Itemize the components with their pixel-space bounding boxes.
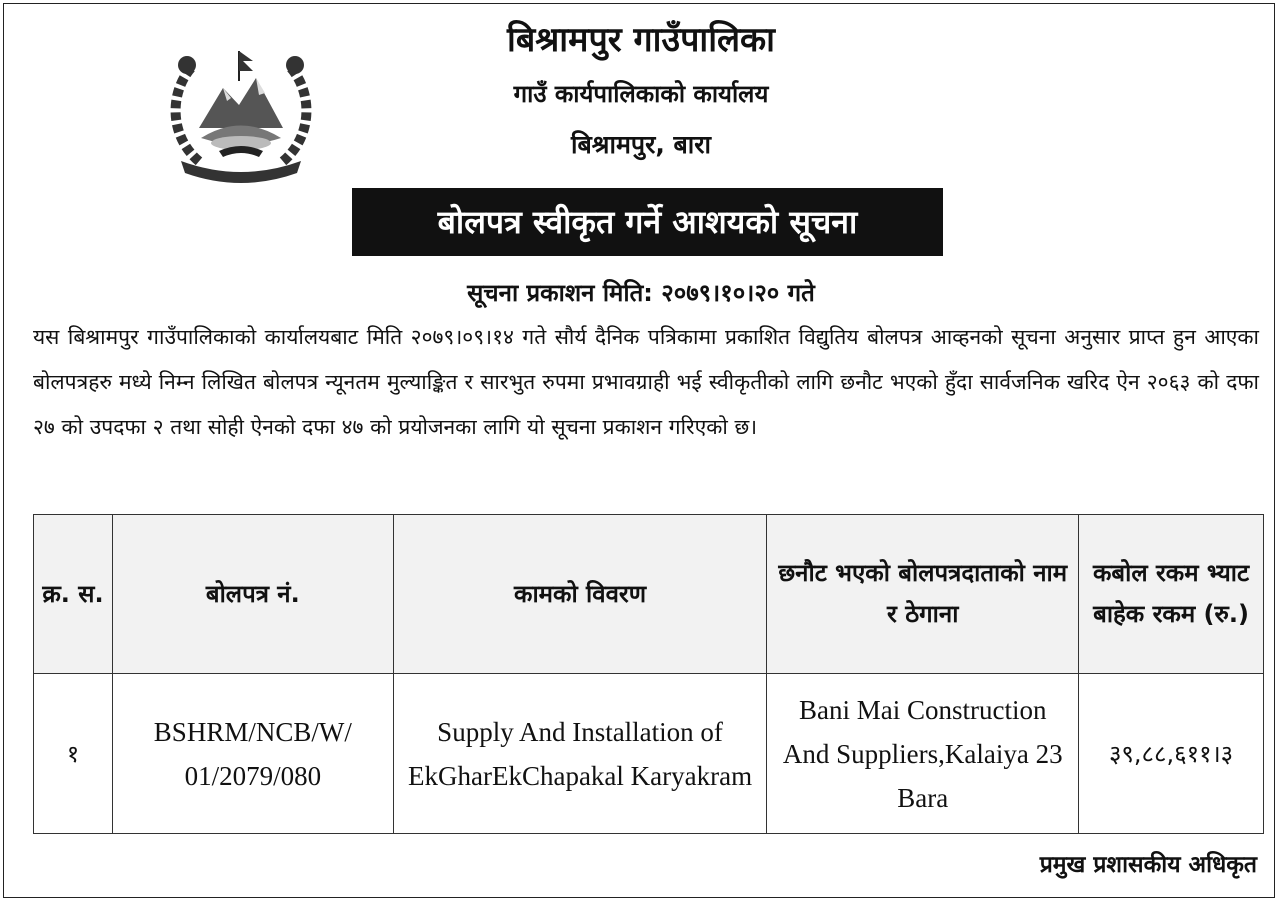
cell-serial: १: [34, 674, 113, 834]
signatory: प्रमुख प्रशासकीय अधिकृत: [1039, 852, 1257, 878]
notice-frame: [3, 3, 1275, 898]
cell-bid-no: BSHRM/NCB/W/ 01/2079/080: [112, 674, 393, 834]
cell-description: Supply And Installation of EkGharEkChapakal Karyakram: [393, 674, 767, 834]
header-description: कामको विवरण: [393, 515, 767, 674]
publication-date: सूचना प्रकाशन मिति: २०७९।१०।२० गते: [467, 279, 815, 307]
table-header-row: [34, 515, 1264, 674]
notice-title: बोलपत्र स्वीकृत गर्ने आशयको सूचना: [352, 188, 943, 256]
table-row: [34, 674, 1264, 834]
header-amount: कबोल रकम भ्याट बाहेक रकम (रु.): [1079, 515, 1264, 674]
office-location: बिश्रामपुर, बारा: [571, 130, 711, 159]
header-bid-no: बोलपत्र नं.: [112, 515, 393, 674]
bid-table: [33, 514, 1264, 834]
nepal-government-emblem-icon: [161, 43, 321, 183]
notice-body: यस बिश्रामपुर गाउँपालिकाको कार्यालयबाट मिति २०७९।०९।१४ गते सौर्य दैनिक पत्रिकामा प्रकाशित विद्युतिय बोलपत्र आव्हनको सूचना अनुसार प्राप्त हुन आएका बोलपत्रहरु मध्ये निम्न लिखित बोलपत्र न्यूनतम मुल्याङ्कित र सारभुत रुपमा प्रभावग्राही भई स्वीकृतीको लागि छनौट भएको हुँदा सार्वजनिक खरिद ऐन २०६३ को दफा २७ को उपदफा २ तथा सोही ऐनको दफा ४७ को प्रयोजनका लागि यो सूचना प्रकाशन गरिएको छ।: [33, 325, 1259, 439]
office-name: बिश्रामपुर गाउँपालिका: [507, 20, 775, 60]
office-subtitle: गाउँ कार्यपालिकाको कार्यालय: [513, 80, 769, 108]
header-bidder: छनौट भएको बोलपत्रदाताको नाम र ठेगाना: [767, 515, 1079, 674]
cell-amount: ३९,८८,६११।३: [1079, 674, 1264, 834]
header-serial: क्र. स.: [34, 515, 113, 674]
cell-bidder: Bani Mai Construction And Suppliers,Kalaiya 23 Bara: [767, 674, 1079, 834]
